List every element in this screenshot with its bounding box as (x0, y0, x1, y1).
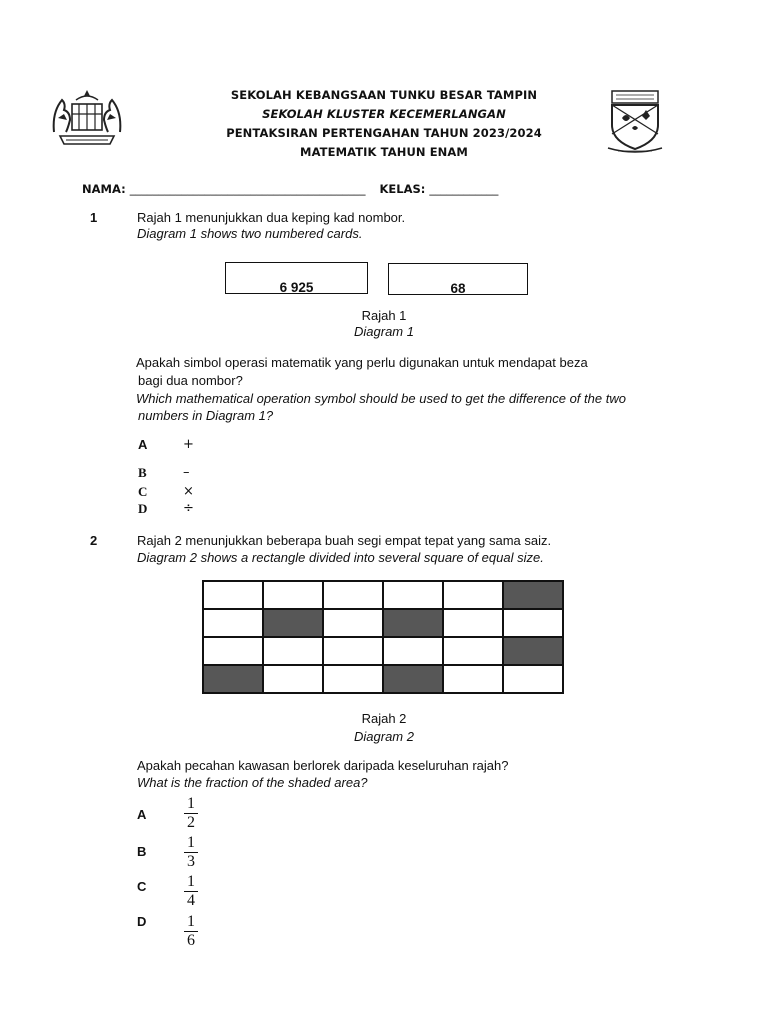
q1-option-c-letter[interactable]: C (138, 484, 148, 499)
cluster-title: SEKOLAH KLUSTER KECEMERLANGAN (262, 107, 506, 121)
q2-option-a-letter[interactable]: A (137, 807, 147, 822)
q2-option-d-fraction[interactable] (184, 913, 198, 949)
fraction-numerator: 1 (184, 913, 198, 932)
fraction-denominator: 6 (187, 932, 195, 949)
q2-option-b-fraction[interactable] (184, 834, 198, 870)
unshaded-square (443, 665, 503, 693)
q1-option-a-symbol[interactable]: + (183, 437, 194, 452)
q2-question-ms: Apakah pecahan kawasan berlorek daripada keseluruhan rajah? (137, 758, 509, 773)
grid-row (203, 665, 563, 693)
exam-title: PENTAKSIRAN PERTENGAHAN TAHUN 2023/2024 (226, 126, 542, 140)
grid-table (202, 580, 564, 694)
fraction-denominator: 2 (187, 814, 195, 831)
q1-intro-ms: Rajah 1 menunjukkan dua keping kad nombor. (137, 210, 406, 225)
fraction-denominator: 3 (187, 853, 195, 870)
q1-caption-ms: Rajah 1 (361, 308, 407, 323)
unshaded-square (203, 637, 263, 665)
shaded-square (503, 637, 563, 665)
q1-option-c-symbol[interactable]: × (183, 484, 194, 499)
fraction-denominator: 4 (187, 892, 195, 909)
unshaded-square (263, 581, 323, 609)
q1-option-b-symbol[interactable]: – (183, 465, 190, 480)
number-card-2: 68 (388, 263, 528, 295)
name-class-line (82, 182, 498, 196)
shaded-grid-diagram (202, 580, 564, 694)
fraction-numerator: 1 (184, 873, 198, 892)
unshaded-square (503, 609, 563, 637)
shaded-square (383, 609, 443, 637)
unshaded-square (323, 609, 383, 637)
nama-label: NAMA: (82, 182, 126, 196)
q2-caption-en: Diagram 2 (354, 729, 414, 744)
number-card-1: 6 925 (225, 262, 368, 294)
q2-option-a-fraction[interactable] (184, 795, 198, 831)
school-name: SEKOLAH KEBANGSAAN TUNKU BESAR TAMPIN (230, 88, 538, 102)
q1-intro-en: Diagram 1 shows two numbered cards. (137, 226, 363, 241)
unshaded-square (203, 609, 263, 637)
q2-option-b-letter[interactable]: B (137, 844, 147, 859)
q1-question-ms-line2: bagi dua nombor? (138, 373, 243, 388)
q2-intro-en: Diagram 2 shows a rectangle divided into several square of equal size. (137, 550, 544, 565)
unshaded-square (323, 665, 383, 693)
q2-question-en: What is the fraction of the shaded area? (137, 775, 368, 790)
q1-option-d-symbol[interactable]: ÷ (183, 501, 194, 516)
q1-option-a-letter[interactable]: A (138, 437, 148, 452)
fraction-numerator: 1 (184, 795, 198, 814)
grid-row (203, 637, 563, 665)
shaded-square (383, 665, 443, 693)
kelas-field[interactable]: ____________ (429, 182, 499, 196)
q2-intro-ms: Rajah 2 menunjukkan beberapa buah segi empat tepat yang sama saiz. (137, 533, 552, 548)
q2-caption-ms: Rajah 2 (361, 711, 407, 726)
q1-question-en-line2: numbers in Diagram 1? (138, 408, 274, 423)
kelas-label: KELAS: (379, 182, 426, 196)
grid-row (203, 581, 563, 609)
question-1-number: 1 (90, 210, 98, 225)
unshaded-square (443, 637, 503, 665)
unshaded-square (443, 609, 503, 637)
q1-question-ms-line1: Apakah simbol operasi matematik yang perlu digunakan untuk mendapat beza (136, 355, 588, 370)
q1-option-b-letter[interactable]: B (138, 465, 147, 480)
unshaded-square (323, 581, 383, 609)
unshaded-square (443, 581, 503, 609)
shaded-square (263, 609, 323, 637)
unshaded-square (323, 637, 383, 665)
unshaded-square (263, 665, 323, 693)
unshaded-square (383, 581, 443, 609)
unshaded-square (263, 637, 323, 665)
question-2-number: 2 (90, 533, 98, 548)
q1-caption-en: Diagram 1 (354, 324, 414, 339)
q1-question-en-line1: Which mathematical operation symbol should be used to get the difference of the two (136, 391, 626, 406)
unshaded-square (503, 665, 563, 693)
q2-option-c-letter[interactable]: C (137, 879, 147, 894)
q2-option-d-letter[interactable]: D (137, 914, 147, 929)
fraction-numerator: 1 (184, 834, 198, 853)
subject-title: MATEMATIK TAHUN ENAM (300, 145, 468, 159)
unshaded-square (203, 581, 263, 609)
shaded-square (503, 581, 563, 609)
grid-row (203, 609, 563, 637)
q1-option-d-letter[interactable]: D (138, 501, 148, 516)
nama-field[interactable]: _________________________________________ (129, 182, 366, 196)
q2-option-c-fraction[interactable] (184, 873, 198, 909)
shaded-square (203, 665, 263, 693)
unshaded-square (383, 637, 443, 665)
